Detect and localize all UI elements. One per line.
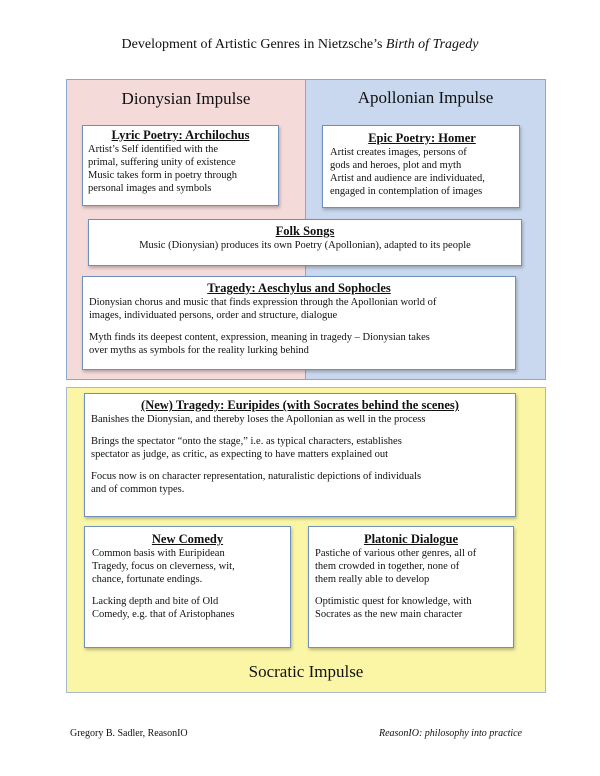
epic-line: gods and heroes, plot and myth [330, 160, 462, 171]
title-italic: Birth of Tragedy [385, 37, 479, 52]
platonic-line: them really able to develop [315, 574, 430, 585]
comedy-line: Lacking depth and bite of Old [92, 596, 219, 607]
comedy-line: Common basis with Euripidean [92, 548, 225, 559]
epic-line: Artist and audience are individuated, [330, 173, 485, 184]
lyric-line: primal, suffering unity of existence [88, 157, 236, 168]
tragedy-box [82, 276, 516, 370]
new-comedy-title: New Comedy [151, 532, 224, 546]
platonic-line: Pastiche of various other genres, all of [315, 548, 477, 559]
platonic-line: Optimistic quest for knowledge, with [315, 596, 472, 607]
dionysian-label: Dionysian Impulse [121, 89, 251, 108]
euripides-line: and of common types. [91, 484, 185, 495]
epic-line: engaged in contemplation of images [330, 186, 483, 197]
folk-songs-text: Music (Dionysian) produces its own Poetry (Apollonian), adapted to its people [139, 240, 471, 251]
euripides-line: Focus now is on character representation, naturalistic depictions of individuals [91, 471, 422, 482]
platonic-line: them crowded in together, none of [315, 561, 460, 572]
lyric-line: Artist’s Self identified with the [88, 144, 219, 155]
epic-poetry-box [322, 125, 520, 208]
comedy-line: chance, fortunate endings. [92, 574, 203, 585]
euripides-line: Brings the spectator “onto the stage,” i.e. as typical characters, establishes [91, 436, 402, 447]
title-prefix: Development of Artistic Genres in Nietzsche’s [121, 37, 386, 52]
folk-songs-title: Folk Songs [275, 224, 335, 238]
footer-author: Gregory B. Sadler, ReasonIO [70, 728, 188, 739]
comedy-line: Comedy, e.g. that of Aristophanes [92, 609, 235, 620]
new-comedy-box [84, 526, 291, 648]
page-title [0, 37, 600, 53]
footer-tagline: ReasonIO: philosophy into practice [378, 728, 522, 739]
euripides-box [84, 393, 516, 517]
platonic-dialogue-box [308, 526, 514, 648]
platonic-line: Socrates as the new main character [315, 609, 463, 620]
comedy-line: Tragedy, focus on cleverness, wit, [92, 561, 235, 572]
apollonian-label: Apollonian Impulse [357, 88, 494, 107]
epic-line: Artist creates images, persons of [330, 147, 467, 158]
tragedy-line: images, individuated persons, order and structure, dialogue [89, 310, 338, 321]
tragedy-line: Dionysian chorus and music that finds expression through the Apollonian world of [89, 297, 437, 308]
socratic-label: Socratic Impulse [248, 662, 364, 681]
lyric-poetry-box [82, 125, 279, 206]
epic-poetry-title: Epic Poetry: Homer [368, 131, 476, 145]
lyric-poetry-title: Lyric Poetry: Archilochus [111, 128, 250, 142]
tragedy-title: Tragedy: Aeschylus and Sophocles [207, 281, 391, 295]
lyric-line: Music takes form in poetry through [88, 170, 238, 181]
euripides-title: (New) Tragedy: Euripides (with Socrates behind the scenes) [141, 398, 459, 412]
tragedy-line: over myths as symbols for the reality lurking behind [89, 345, 309, 356]
lyric-line: personal images and symbols [88, 183, 212, 194]
folk-songs-box [88, 219, 522, 266]
tragedy-line: Myth finds its deepest content, expression, meaning in tragedy – Dionysian takes [89, 332, 430, 343]
euripides-line: spectator as judge, as critic, as expecting to have matters explained out [91, 449, 389, 460]
euripides-line: Banishes the Dionysian, and thereby loses the Apollonian as well in the process [91, 414, 426, 425]
platonic-dialogue-title: Platonic Dialogue [363, 532, 459, 546]
